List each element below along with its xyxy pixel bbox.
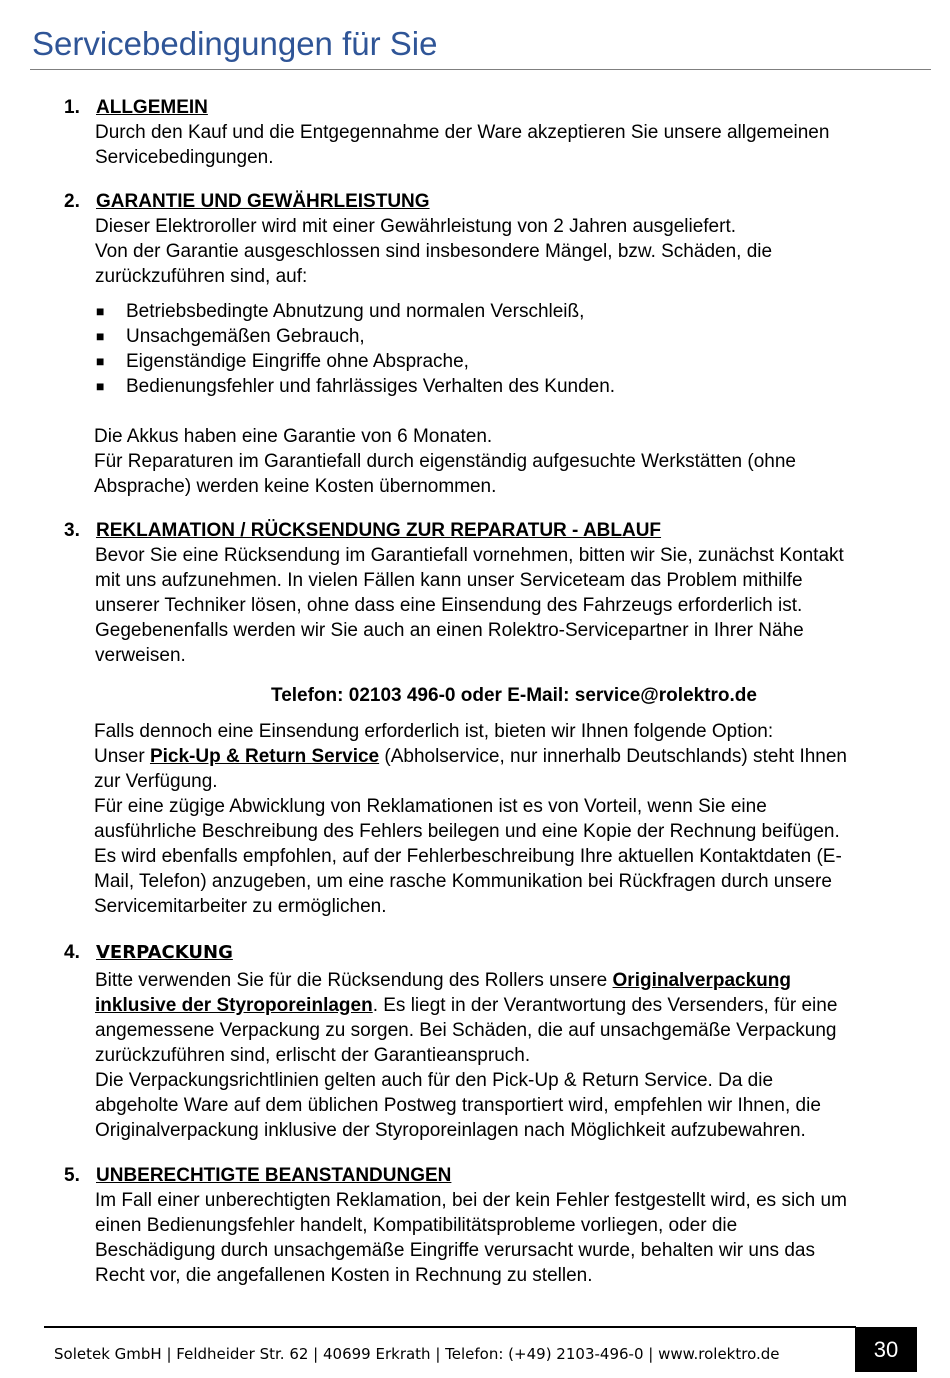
paragraph-line: verweisen. — [95, 645, 186, 666]
paragraph-line-packaging — [95, 993, 837, 1018]
text-span: . Es liegt in der Verantwortung des Versenders, für eine — [372, 995, 838, 1016]
paragraph-line: mit uns aufzunehmen. In vielen Fällen kann unser Serviceteam das Problem mithilfe — [95, 570, 803, 591]
section-number: 2. — [64, 191, 80, 212]
paragraph-line: zurückzuführen sind, auf: — [95, 266, 308, 287]
paragraph-line: Servicemitarbeiter zu ermöglichen. — [94, 896, 387, 917]
paragraph-line: Dieser Elektroroller wird mit einer Gewährleistung von 2 Jahren ausgeliefert. — [95, 216, 737, 237]
page-title: Servicebedingungen für Sie — [32, 25, 438, 62]
paragraph-line-packaging — [95, 968, 791, 993]
paragraph-line: ausführliche Beschreibung des Fehlers beilegen und eine Kopie der Rechnung beifügen. — [94, 821, 840, 842]
list-item: Betriebsbedingte Abnutzung und normalen Verschleiß, — [126, 301, 585, 322]
text-span: Bitte verwenden Sie für die Rücksendung des Rollers unsere — [95, 970, 613, 991]
paragraph-line: abgeholte Ware auf dem üblichen Postweg transportiert wird, empfehlen wir Ihnen, die — [95, 1095, 821, 1116]
paragraph-line: Von der Garantie ausgeschlossen sind insbesondere Mängel, bzw. Schäden, die — [95, 241, 773, 262]
paragraph-line: unserer Techniker lösen, ohne dass eine Einsendung des Fahrzeugs erforderlich ist. — [95, 595, 803, 616]
paragraph-line: angemessene Verpackung zu sorgen. Bei Schäden, die auf unsachgemäße Verpackung — [95, 1020, 837, 1041]
section-heading-reklamation: REKLAMATION / RÜCKSENDUNG ZUR REPARATUR - ABLAUF — [96, 520, 662, 541]
page-number: 30 — [855, 1327, 917, 1372]
paragraph-line: Bevor Sie eine Rücksendung im Garantiefall vornehmen, bitten wir Sie, zunächst Kontakt — [95, 545, 844, 566]
list-item: Bedienungsfehler und fahrlässiges Verhalten des Kunden. — [126, 376, 616, 397]
text-span: Unser — [94, 746, 150, 767]
section-number: 1. — [64, 97, 80, 118]
paragraph-line-pickup — [94, 744, 847, 769]
bullet-icon: ■ — [96, 328, 105, 344]
paragraph-line: Beschädigung durch unsachgemäße Eingriffe verursacht wurde, behalten wir uns das — [95, 1240, 815, 1261]
paragraph-line: Im Fall einer unberechtigten Reklamation, bei der kein Fehler festgestellt wird, es sich um — [95, 1190, 847, 1211]
section-number: 5. — [64, 1165, 80, 1186]
section-number: 4. — [64, 942, 80, 963]
paragraph-line: zur Verfügung. — [94, 771, 218, 792]
paragraph-line: Originalverpackung inklusive der Styroporeinlagen nach Möglichkeit aufzubewahren. — [95, 1120, 806, 1141]
section-heading-unberechtigt: UNBERECHTIGTE BEANSTANDUNGEN — [96, 1165, 452, 1186]
paragraph-line: Für Reparaturen im Garantiefall durch eigenständig aufgesuchte Werkstätten (ohne — [94, 451, 796, 472]
section-heading-garantie: GARANTIE UND GEWÄHRLEISTUNG — [96, 191, 430, 212]
paragraph-line: Durch den Kauf und die Entgegennahme der Ware akzeptieren Sie unsere allgemeinen — [95, 122, 830, 143]
paragraph-line: Recht vor, die angefallenen Kosten in Rechnung zu stellen. — [95, 1265, 593, 1286]
contact-info: Telefon: 02103 496-0 oder E-Mail: service@rolektro.de — [271, 685, 757, 706]
paragraph-line: Falls dennoch eine Einsendung erforderlich ist, bieten wir Ihnen folgende Option: — [94, 721, 774, 742]
footer-company-info: Soletek GmbH | Feldheider Str. 62 | 40699 Erkrath | Telefon: (+49) 2103-496-0 | www.rolektro.de — [54, 1345, 780, 1363]
text-span: (Abholservice, nur innerhalb Deutschlands) steht Ihnen — [379, 746, 847, 767]
original-packaging-highlight: Originalverpackung — [612, 970, 791, 991]
paragraph-line: Absprache) werden keine Kosten übernommen. — [94, 476, 497, 497]
title-divider — [30, 69, 931, 70]
list-item: Eigenständige Eingriffe ohne Absprache, — [126, 351, 469, 372]
section-heading-allgemein: ALLGEMEIN — [96, 97, 208, 118]
bullet-icon: ■ — [96, 303, 105, 319]
bullet-icon: ■ — [96, 353, 105, 369]
paragraph-line: Für eine zügige Abwicklung von Reklamationen ist es von Vorteil, wenn Sie eine — [94, 796, 767, 817]
paragraph-line: zurückzuführen sind, erlischt der Garantieanspruch. — [95, 1045, 531, 1066]
paragraph-line: einen Bedienungsfehler handelt, Kompatibilitätsprobleme vorliegen, oder die — [95, 1215, 738, 1236]
paragraph-line: Mail, Telefon) anzugeben, um eine rasche Kommunikation bei Rückfragen durch unsere — [94, 871, 832, 892]
paragraph-line: Servicebedingungen. — [95, 147, 274, 168]
paragraph-line: Es wird ebenfalls empfohlen, auf der Fehlerbeschreibung Ihre aktuellen Kontaktdaten (E- — [94, 846, 842, 867]
section-heading-verpackung: VERPACKUNG — [96, 942, 233, 963]
bullet-icon: ■ — [96, 378, 105, 394]
paragraph-line: Die Akkus haben eine Garantie von 6 Monaten. — [94, 426, 493, 447]
pickup-return-service-highlight: Pick-Up & Return Service — [149, 746, 380, 767]
styrofoam-inlays-highlight: inklusive der Styroporeinlagen — [95, 995, 373, 1016]
footer-divider — [44, 1326, 856, 1328]
paragraph-line: Die Verpackungsrichtlinien gelten auch für den Pick-Up & Return Service. Da die — [95, 1070, 774, 1091]
paragraph-line: Gegebenenfalls werden wir Sie auch an einen Rolektro-Servicepartner in Ihrer Nähe — [95, 620, 804, 641]
section-number: 3. — [64, 520, 80, 541]
list-item: Unsachgemäßen Gebrauch, — [126, 326, 365, 347]
